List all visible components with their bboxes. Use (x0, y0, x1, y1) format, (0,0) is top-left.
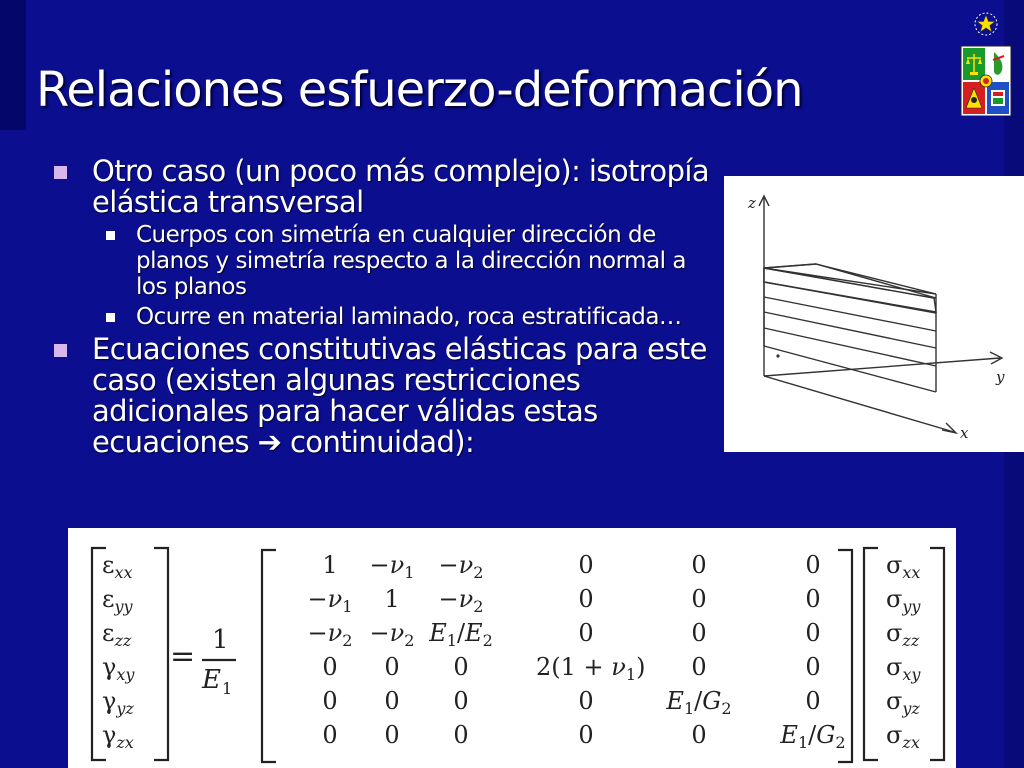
star-emblem-icon (975, 13, 997, 35)
fraction-numerator: 1 (212, 625, 229, 655)
slide-title: Relaciones esfuerzo-deformación (36, 62, 803, 118)
stress-component-symbol: σ (886, 653, 903, 681)
laminated-block-figure (724, 176, 1024, 452)
matrix-entry: 0 (805, 687, 821, 715)
sub-bullet-text: Ocurre en material laminado, roca estratificada… (136, 304, 682, 330)
strain-component (102, 550, 132, 588)
matrix-entry: 0 (805, 551, 821, 579)
strain-component-symbol: γ (102, 687, 117, 715)
strain-component-subscript: xy (116, 665, 135, 684)
stress-component-subscript: xy (902, 665, 921, 684)
stress-component (886, 652, 920, 690)
strain-component-symbol: γ (102, 721, 117, 749)
stress-component-subscript: xx (902, 563, 921, 582)
matrix-entry: $E_1/G_2$ (666, 687, 732, 718)
matrix-entry: 0 (691, 619, 707, 647)
strain-component (102, 584, 133, 622)
axis-label-z: z (748, 194, 756, 212)
stress-component-symbol: σ (886, 721, 903, 749)
matrix-entry: 0 (578, 721, 594, 749)
strain-component (102, 652, 134, 690)
bullet-text-after-arrow: continuidad): (281, 425, 475, 459)
strain-component (102, 720, 134, 758)
matrix-entry: 0 (578, 551, 594, 579)
stress-component-subscript: zz (902, 631, 920, 650)
sub-bullet-item (52, 304, 712, 330)
strain-component-subscript: zz (114, 631, 132, 650)
bullet-text: Otro caso (un poco más complejo): isotropía elástica transversal (92, 154, 710, 219)
stress-component (886, 686, 920, 724)
matrix-entry: 0 (384, 653, 400, 681)
bullet-item (52, 156, 712, 218)
strain-component-subscript: zx (116, 733, 134, 752)
matrix-entry: 0 (322, 721, 338, 749)
equals-sign: = (170, 639, 196, 674)
fraction-denominator-subscript: 1 (222, 679, 233, 698)
constitutive-equation (68, 528, 956, 768)
matrix-entry: 0 (322, 653, 338, 681)
strain-component (102, 686, 134, 724)
matrix-entry: $E_1/E_2$ (429, 619, 493, 650)
square-bullet-icon (106, 231, 115, 240)
axis-label-x: x (960, 424, 969, 442)
matrix-entry: $2(1 + \nu_1)$ (536, 653, 646, 684)
matrix-entry: 0 (453, 721, 469, 749)
stress-component-subscript: yy (902, 597, 921, 616)
matrix-entry: 0 (805, 653, 821, 681)
matrix-entry: $-\nu_1$ (307, 585, 353, 616)
matrix-entry: 0 (805, 585, 821, 613)
sub-bullet-item (52, 222, 712, 300)
matrix-entry: $-\nu_2$ (369, 619, 415, 650)
matrix-entry: 0 (691, 585, 707, 613)
stress-component-symbol: σ (886, 619, 903, 647)
matrix-entry: 1 (384, 585, 400, 613)
strain-component-symbol: γ (102, 653, 117, 681)
sub-bullet-text: Cuerpos con simetría en cualquier dirección de planos y simetría respecto a la dirección normal a los planos (136, 222, 686, 300)
slide-body (52, 156, 712, 462)
matrix-entry: 0 (384, 687, 400, 715)
fraction-denominator: E (202, 665, 221, 695)
matrix-entry: 0 (453, 687, 469, 715)
right-arrow-icon: ➔ (257, 425, 282, 459)
strain-component-subscript: yz (116, 699, 134, 718)
axis-label-y: y (996, 368, 1005, 386)
matrix-entry: $-\nu_2$ (307, 619, 353, 650)
stress-component (886, 618, 919, 656)
strain-component-subscript: yy (114, 597, 133, 616)
strain-component-symbol: ε (102, 551, 115, 579)
matrix-entry: 0 (453, 653, 469, 681)
matrix-entry: $-\nu_2$ (438, 551, 484, 582)
strain-component (102, 618, 131, 656)
strain-component-symbol: ε (102, 585, 115, 613)
matrix-entry: $-\nu_1$ (369, 551, 415, 582)
matrix-entry: 0 (691, 551, 707, 579)
bullet-item (52, 334, 712, 458)
stress-component (886, 720, 920, 758)
university-crest-icon (960, 4, 1012, 116)
matrix-entry: 0 (322, 687, 338, 715)
matrix-entry: $E_1/G_2$ (780, 721, 846, 752)
matrix-entry: 0 (578, 687, 594, 715)
sub-bullet-list (52, 222, 712, 330)
matrix-entry: 0 (384, 721, 400, 749)
stress-component-subscript: zx (902, 733, 920, 752)
square-bullet-icon (106, 313, 115, 322)
matrix-entry: 0 (805, 619, 821, 647)
matrix-entry: 0 (691, 653, 707, 681)
stress-component (886, 584, 920, 622)
matrix-entry: $-\nu_2$ (438, 585, 484, 616)
strain-component-symbol: ε (102, 619, 115, 647)
bullet-text-before-arrow: Ecuaciones constitutivas elásticas para este caso (existen algunas restricciones adicionales para hacer válidas estas ecuaciones (92, 332, 707, 459)
stress-component-symbol: σ (886, 585, 903, 613)
matrix-entry: 1 (322, 551, 338, 579)
matrix-entry: 0 (691, 721, 707, 749)
stress-component-subscript: yz (902, 699, 920, 718)
square-bullet-icon (54, 344, 67, 357)
matrix-entry: 0 (578, 619, 594, 647)
stress-component (886, 550, 920, 588)
strain-component-subscript: xx (114, 563, 133, 582)
matrix-entry: 0 (578, 585, 594, 613)
square-bullet-icon (54, 166, 67, 179)
left-accent-bar (0, 0, 26, 130)
stress-component-symbol: σ (886, 687, 903, 715)
stress-component-symbol: σ (886, 551, 903, 579)
